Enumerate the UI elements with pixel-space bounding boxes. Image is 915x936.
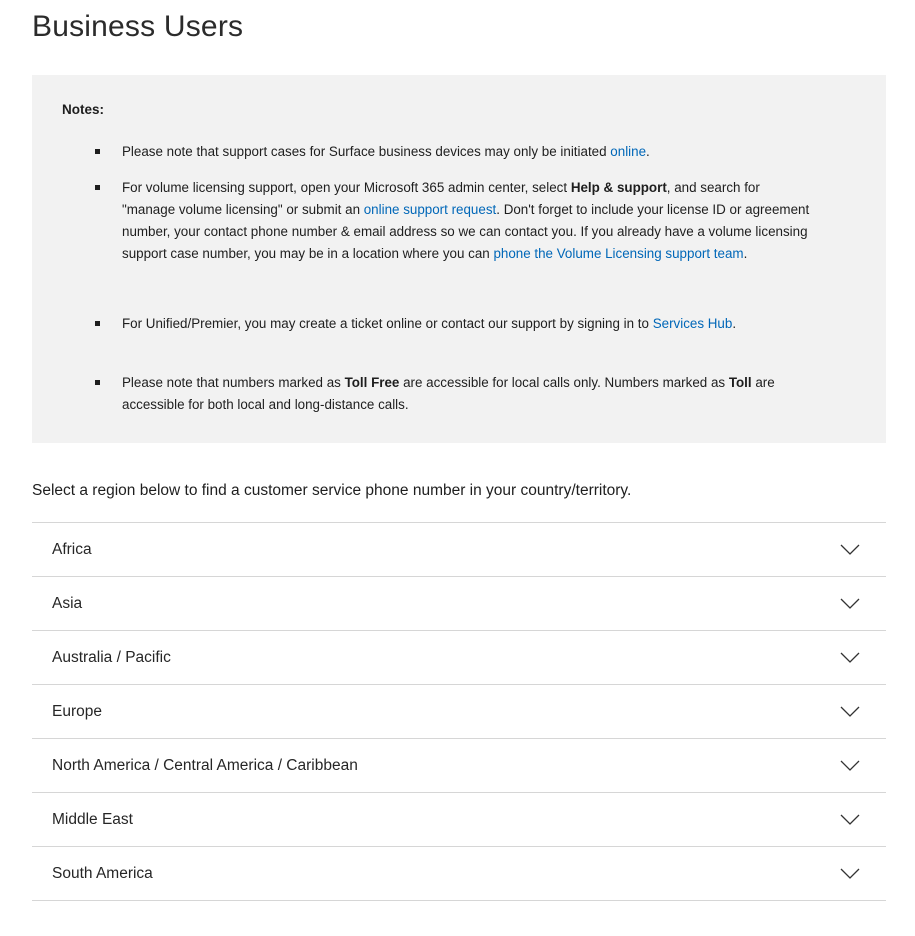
region-accordion <box>32 522 886 901</box>
online-link[interactable]: online <box>610 144 647 159</box>
note-item-toll: Please note that numbers marked as Toll Free are accessible for local calls only. Numbers marked as Toll are accessible for both local and long-distance calls. <box>122 372 812 416</box>
region-item-asia[interactable] <box>32 577 886 631</box>
region-item-europe[interactable] <box>32 685 886 739</box>
bullet-icon <box>95 380 100 385</box>
region-label: Middle East <box>52 811 133 828</box>
chevron-down-icon <box>840 544 860 556</box>
phone-volume-licensing-link[interactable]: phone the Volume Licensing support team <box>493 246 744 261</box>
chevron-down-icon <box>840 598 860 610</box>
bullet-icon <box>95 149 100 154</box>
online-support-request-link[interactable]: online support request <box>363 202 497 217</box>
services-hub-link[interactable]: Services Hub <box>652 316 733 331</box>
note-item-surface: Please note that support cases for Surface business devices may only be initiated online. <box>122 141 812 163</box>
region-item-north-america[interactable] <box>32 739 886 793</box>
region-label: Europe <box>52 703 102 720</box>
region-label: Asia <box>52 595 83 612</box>
chevron-down-icon <box>840 706 860 718</box>
region-label: Africa <box>52 541 92 558</box>
chevron-down-icon <box>840 760 860 772</box>
chevron-down-icon <box>840 868 860 880</box>
region-label: South America <box>52 865 153 882</box>
chevron-down-icon <box>840 652 860 664</box>
region-item-australia-pacific[interactable] <box>32 631 886 685</box>
note-item-unified-premier: For Unified/Premier, you may create a ticket online or contact our support by signing in to Services Hub. <box>122 313 812 335</box>
bullet-icon <box>95 185 100 190</box>
region-item-africa[interactable] <box>32 523 886 577</box>
notes-panel <box>32 75 886 443</box>
region-label: North America / Central America / Caribbean <box>52 757 358 774</box>
page-title: Business Users <box>32 10 244 43</box>
region-intro-text: Select a region below to find a customer service phone number in your country/territory. <box>32 482 632 499</box>
region-label: Australia / Pacific <box>52 649 171 666</box>
region-item-middle-east[interactable] <box>32 793 886 847</box>
bullet-icon <box>95 321 100 326</box>
note-item-volume-licensing: For volume licensing support, open your Microsoft 365 admin center, select Help & support, and search for "manage volume licensing" or submit an online support request. Don't forget to include your license ID or agreement number, your contact phone number & email address so we can contact you. If you already have a volume licensing support case number, you may be in a location where you can phone the Volume Licensing support team. <box>122 177 812 265</box>
region-item-south-america[interactable] <box>32 847 886 901</box>
notes-heading: Notes: <box>62 102 105 117</box>
chevron-down-icon <box>840 814 860 826</box>
